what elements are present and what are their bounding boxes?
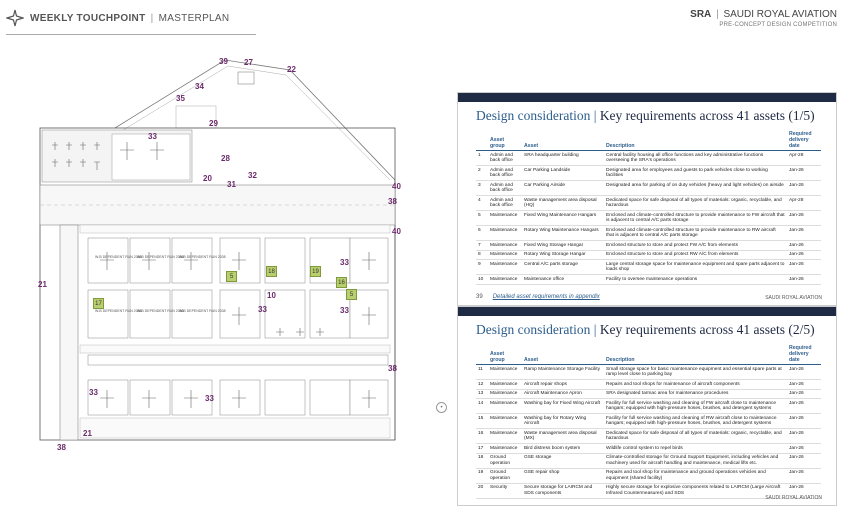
sra-logo: SAUDI ROYAL AVIATION: [765, 495, 822, 501]
table-cell: 13: [476, 389, 488, 399]
table-row: [476, 444, 821, 454]
table-cell: Designated area for employees and guests to park vehicles close to working facilities: [604, 166, 787, 181]
table-cell: Ramp Maintenance Storage Facility: [522, 365, 604, 380]
plan-marker: 33: [340, 306, 349, 315]
table-cell: SRA headquarter building: [522, 151, 604, 166]
table-cell: Repairs and tool shops for maintenance of aircraft components: [604, 380, 787, 390]
table-row: [476, 241, 821, 251]
slide-title: Design consideration | Key requirements across 41 assets (1/5): [476, 108, 815, 123]
table-row: [476, 389, 821, 399]
table-cell: Maintenance: [488, 365, 522, 380]
table-cell: Jan-26: [787, 483, 821, 498]
table-cell: 1: [476, 151, 488, 166]
table-cell: Aircraft Maintenance Apron: [522, 389, 604, 399]
table-cell: 11: [476, 365, 488, 380]
table-row: [476, 151, 821, 166]
slide-title: Design consideration | Key requirements across 41 assets (2/5): [476, 322, 815, 337]
slide-topbar: [458, 307, 836, 316]
plan-marker: 38: [388, 197, 397, 206]
brand: [690, 9, 837, 20]
plan-marker: 38: [388, 364, 397, 373]
table-cell: Jan-26: [787, 260, 821, 275]
table-header: Asset: [522, 130, 604, 151]
plan-marker: 29: [209, 119, 218, 128]
table-cell: Admin and back office: [488, 181, 522, 196]
table-row: [476, 196, 821, 211]
table-row: [476, 226, 821, 241]
plan-box-marker: 19: [310, 266, 321, 277]
table-cell: 12: [476, 380, 488, 390]
title-separator: |: [150, 12, 154, 24]
table-cell: 10: [476, 275, 488, 285]
table-cell: 7: [476, 241, 488, 251]
requirements-table: [476, 344, 821, 499]
plan-marker: 33: [89, 388, 98, 397]
table-cell: Admin and back office: [488, 196, 522, 211]
table-cell: 8: [476, 250, 488, 260]
table-cell: Maintenance: [488, 444, 522, 454]
table-cell: 18: [476, 453, 488, 468]
table-cell: Jan-26: [787, 241, 821, 251]
table-cell: Maintenance: [488, 380, 522, 390]
table-cell: Maintenance: [488, 211, 522, 226]
site-plan-drawing: [0, 40, 440, 504]
table-cell: Jan-26: [787, 399, 821, 414]
appendix-link[interactable]: Detailed asset requirements in appendix: [492, 294, 600, 300]
table-cell: Enclosed structure to store and protect RW A/C from elements: [604, 250, 787, 260]
table-cell: Waste management area disposal (MX): [522, 429, 604, 444]
slide-topbar: [458, 93, 836, 102]
table-cell: Jan-26: [787, 166, 821, 181]
brand-bold: SRA: [690, 9, 712, 20]
site-plan: [0, 40, 440, 504]
hangar-label: W-B DEPENDENT RUN 2038: [137, 309, 184, 313]
slide-footer: [476, 294, 600, 300]
slide-1: [457, 92, 837, 306]
table-row: [476, 211, 821, 226]
table-cell: 20: [476, 483, 488, 498]
airplane-logo-icon: [6, 9, 24, 27]
table-row: [476, 260, 821, 275]
table-cell: Repairs and tool shop for maintenance and ground operations vehicles and equipment (shared facility): [604, 468, 787, 483]
table-cell: Ground operation: [488, 453, 522, 468]
table-cell: 9: [476, 260, 488, 275]
table-cell: Enclosed structure to store and protect FW A/C from elements: [604, 241, 787, 251]
table-row: [476, 365, 821, 380]
table-cell: Jan-26: [787, 444, 821, 454]
table-row: [476, 414, 821, 429]
plan-marker: 38: [57, 443, 66, 452]
plan-marker: 22: [287, 65, 296, 74]
table-cell: Admin and back office: [488, 166, 522, 181]
table-row: [476, 275, 821, 285]
pan-handle-icon[interactable]: •: [436, 402, 447, 413]
table-cell: Jan-26: [787, 389, 821, 399]
table-cell: Car Parking Airside: [522, 181, 604, 196]
table-cell: Rotary Wing Storage Hangar: [522, 250, 604, 260]
hangar-label: W-B DEPENDENT RUN 2038: [137, 255, 184, 259]
plan-box-marker: 17: [93, 298, 104, 309]
title-bold: Key requirements across 41 assets (1/5): [599, 108, 815, 123]
table-cell: Washing bay for Fixed Wing Aircraft: [522, 399, 604, 414]
table-row: [476, 399, 821, 414]
table-cell: GSE repair shop: [522, 468, 604, 483]
title-light: Design consideration: [476, 108, 591, 123]
table-cell: Enclosed and climate-controlled structure to provide maintenance to RW aircraft that is adjacent to central A/C parts storage: [604, 226, 787, 241]
table-cell: Apr-28: [787, 196, 821, 211]
plan-marker: 33: [258, 305, 267, 314]
table-cell: Facility to oversee maintenance operations: [604, 275, 787, 285]
table-cell: 17: [476, 444, 488, 454]
table-cell: SRA designated tarmac area for maintenance procedures: [604, 389, 787, 399]
table-cell: 14: [476, 399, 488, 414]
table-cell: Central facility housing all office functions and key administrative functions overseeing the SRA's operations: [604, 151, 787, 166]
plan-marker: 34: [195, 82, 204, 91]
hangar-label: W-B DEPENDENT RUN 2038: [179, 309, 226, 313]
table-header: Asset group: [488, 344, 522, 365]
plan-box-marker: 5: [226, 271, 237, 282]
table-cell: 19: [476, 468, 488, 483]
table-cell: Maintenance: [488, 414, 522, 429]
table-cell: Bird distress boom system: [522, 444, 604, 454]
table-cell: Maintenance: [488, 260, 522, 275]
table-row: [476, 468, 821, 483]
table-cell: Designated area for parking of on duty vehicles (heavy and light vehicles) on airside: [604, 181, 787, 196]
plan-marker: 20: [203, 174, 212, 183]
plan-box-marker: 16: [336, 277, 347, 288]
table-cell: Maintenance: [488, 250, 522, 260]
page-title: [30, 13, 229, 24]
table-cell: Ground operation: [488, 468, 522, 483]
table-cell: Security: [488, 483, 522, 498]
table-row: [476, 380, 821, 390]
page-number: 39: [476, 294, 483, 300]
plan-marker: 33: [340, 258, 349, 267]
plan-marker: 21: [38, 280, 47, 289]
plan-marker: 31: [227, 180, 236, 189]
table-cell: Washing bay for Rotary Wing Aircraft: [522, 414, 604, 429]
plan-marker: 40: [392, 182, 401, 191]
table-cell: 16: [476, 429, 488, 444]
table-row: [476, 453, 821, 468]
table-cell: Jan-26: [787, 181, 821, 196]
table-header: [476, 344, 488, 365]
brand-rest: SAUDI ROYAL AVIATION: [723, 9, 837, 20]
table-cell: Central A/C parts storage: [522, 260, 604, 275]
table-cell: 15: [476, 414, 488, 429]
plan-marker: 35: [176, 94, 185, 103]
table-cell: Waste management area disposal (HQ): [522, 196, 604, 211]
title-rest: MASTERPLAN: [158, 12, 230, 24]
table-cell: Facility for full service washing and cleaning of FW aircraft close to maintenance hangars; equipped with high-pressure hoses, brushes, and detergent systems: [604, 399, 787, 414]
plan-marker: 28: [221, 154, 230, 163]
table-header: Description: [604, 130, 787, 151]
header-right: [690, 9, 837, 28]
table-cell: Car Parking Landside: [522, 166, 604, 181]
hangar-label: W-B DEPENDENT RUN 2038: [95, 255, 142, 259]
table-cell: Facility for full service washing and cleaning of RW aircraft close to maintenance hangars; equipped with high-pressure hoses, brushes, and detergent systems: [604, 414, 787, 429]
table-cell: Enclosed and climate-controlled structure to provide maintenance to FW aircraft that is adjacent to central A/C parts storage: [604, 211, 787, 226]
table-header: [476, 130, 488, 151]
hangar-label: W-B DEPENDENT RUN 2038: [95, 309, 142, 313]
table-cell: Jan-26: [787, 275, 821, 285]
plan-marker: 33: [205, 394, 214, 403]
table-cell: Jan-26: [787, 468, 821, 483]
table-cell: Small storage space for basic maintenance equipment and essential spare parts at ramp level close to parking bay: [604, 365, 787, 380]
brand-separator: |: [716, 9, 719, 20]
header-left: [6, 8, 229, 28]
table-header: Asset: [522, 344, 604, 365]
table-row: [476, 250, 821, 260]
table-cell: GSE storage: [522, 453, 604, 468]
table-cell: Large central storage space for maintenance equipment and spare parts adjacent to loads shop: [604, 260, 787, 275]
plan-box-marker: 5: [346, 289, 357, 300]
table-cell: 3: [476, 181, 488, 196]
table-header: Description: [604, 344, 787, 365]
plan-marker: 27: [244, 58, 253, 67]
table-cell: Aircraft repair shops: [522, 380, 604, 390]
plan-marker: 39: [219, 57, 228, 66]
table-cell: Secure storage for LAIRCM and SDS components: [522, 483, 604, 498]
table-cell: Maintenance: [488, 241, 522, 251]
table-header: Required delivery date: [787, 130, 821, 151]
table-cell: Maintenance: [488, 429, 522, 444]
table-cell: Maintenance office: [522, 275, 604, 285]
table-cell: 2: [476, 166, 488, 181]
table-cell: 6: [476, 226, 488, 241]
table-cell: Jan-26: [787, 211, 821, 226]
table-cell: Climate-controlled storage for Ground Support Equipment, including vehicles and machinery used for aircraft handling and maintenance, medical lifts etc.: [604, 453, 787, 468]
table-row: [476, 429, 821, 444]
header-subtitle: PRE-CONCEPT DESIGN COMPETITION: [719, 22, 837, 28]
table-cell: 4: [476, 196, 488, 211]
plan-marker: 10: [267, 291, 276, 300]
table-cell: Jan-26: [787, 226, 821, 241]
plan-marker: 40: [392, 227, 401, 236]
plan-marker: 32: [248, 171, 257, 180]
hangar-label: W-B DEPENDENT RUN 2038: [179, 255, 226, 259]
table-cell: Jan-26: [787, 365, 821, 380]
table-cell: Maintenance: [488, 399, 522, 414]
table-cell: Dedicated space for safe disposal of all types of materials: organic, recyclable, and hazardous: [604, 196, 787, 211]
plan-box-marker: 18: [266, 266, 277, 277]
table-cell: Jan-26: [787, 429, 821, 444]
title-bold: WEEKLY TOUCHPOINT: [30, 12, 146, 24]
table-cell: Maintenance: [488, 275, 522, 285]
table-cell: Maintenance: [488, 389, 522, 399]
table-header: Asset group: [488, 130, 522, 151]
title-bold: Key requirements across 41 assets (2/5): [599, 322, 815, 337]
table-cell: Wildlife control system to repel birds: [604, 444, 787, 454]
table-row: [476, 166, 821, 181]
plan-marker: 33: [148, 132, 157, 141]
table-cell: Rotary Wing Maintenance Hangars: [522, 226, 604, 241]
table-row: [476, 181, 821, 196]
header-rule: [6, 34, 256, 35]
table-header: Required delivery date: [787, 344, 821, 365]
plan-marker: 21: [83, 429, 92, 438]
table-cell: Admin and back office: [488, 151, 522, 166]
slide-2: [457, 306, 837, 506]
sra-logo: SAUDI ROYAL AVIATION: [765, 295, 822, 301]
table-cell: Apr-28: [787, 151, 821, 166]
table-cell: Jan-26: [787, 453, 821, 468]
table-cell: Maintenance: [488, 226, 522, 241]
table-cell: Jan-26: [787, 380, 821, 390]
title-light: Design consideration: [476, 322, 591, 337]
table-cell: Jan-26: [787, 414, 821, 429]
table-cell: 5: [476, 211, 488, 226]
requirements-table: [476, 130, 821, 285]
table-cell: Highly secure storage for explosive components related to LAIRCM (Large Aircraft Infrared Countermeasures) and SDS: [604, 483, 787, 498]
table-cell: Dedicated space for safe disposal of all types of materials: organic, recyclable, and hazardous: [604, 429, 787, 444]
table-cell: Fixed Wing Maintenance Hangars: [522, 211, 604, 226]
table-cell: Fixed Wing Storage Hangar: [522, 241, 604, 251]
table-cell: Jan-26: [787, 250, 821, 260]
